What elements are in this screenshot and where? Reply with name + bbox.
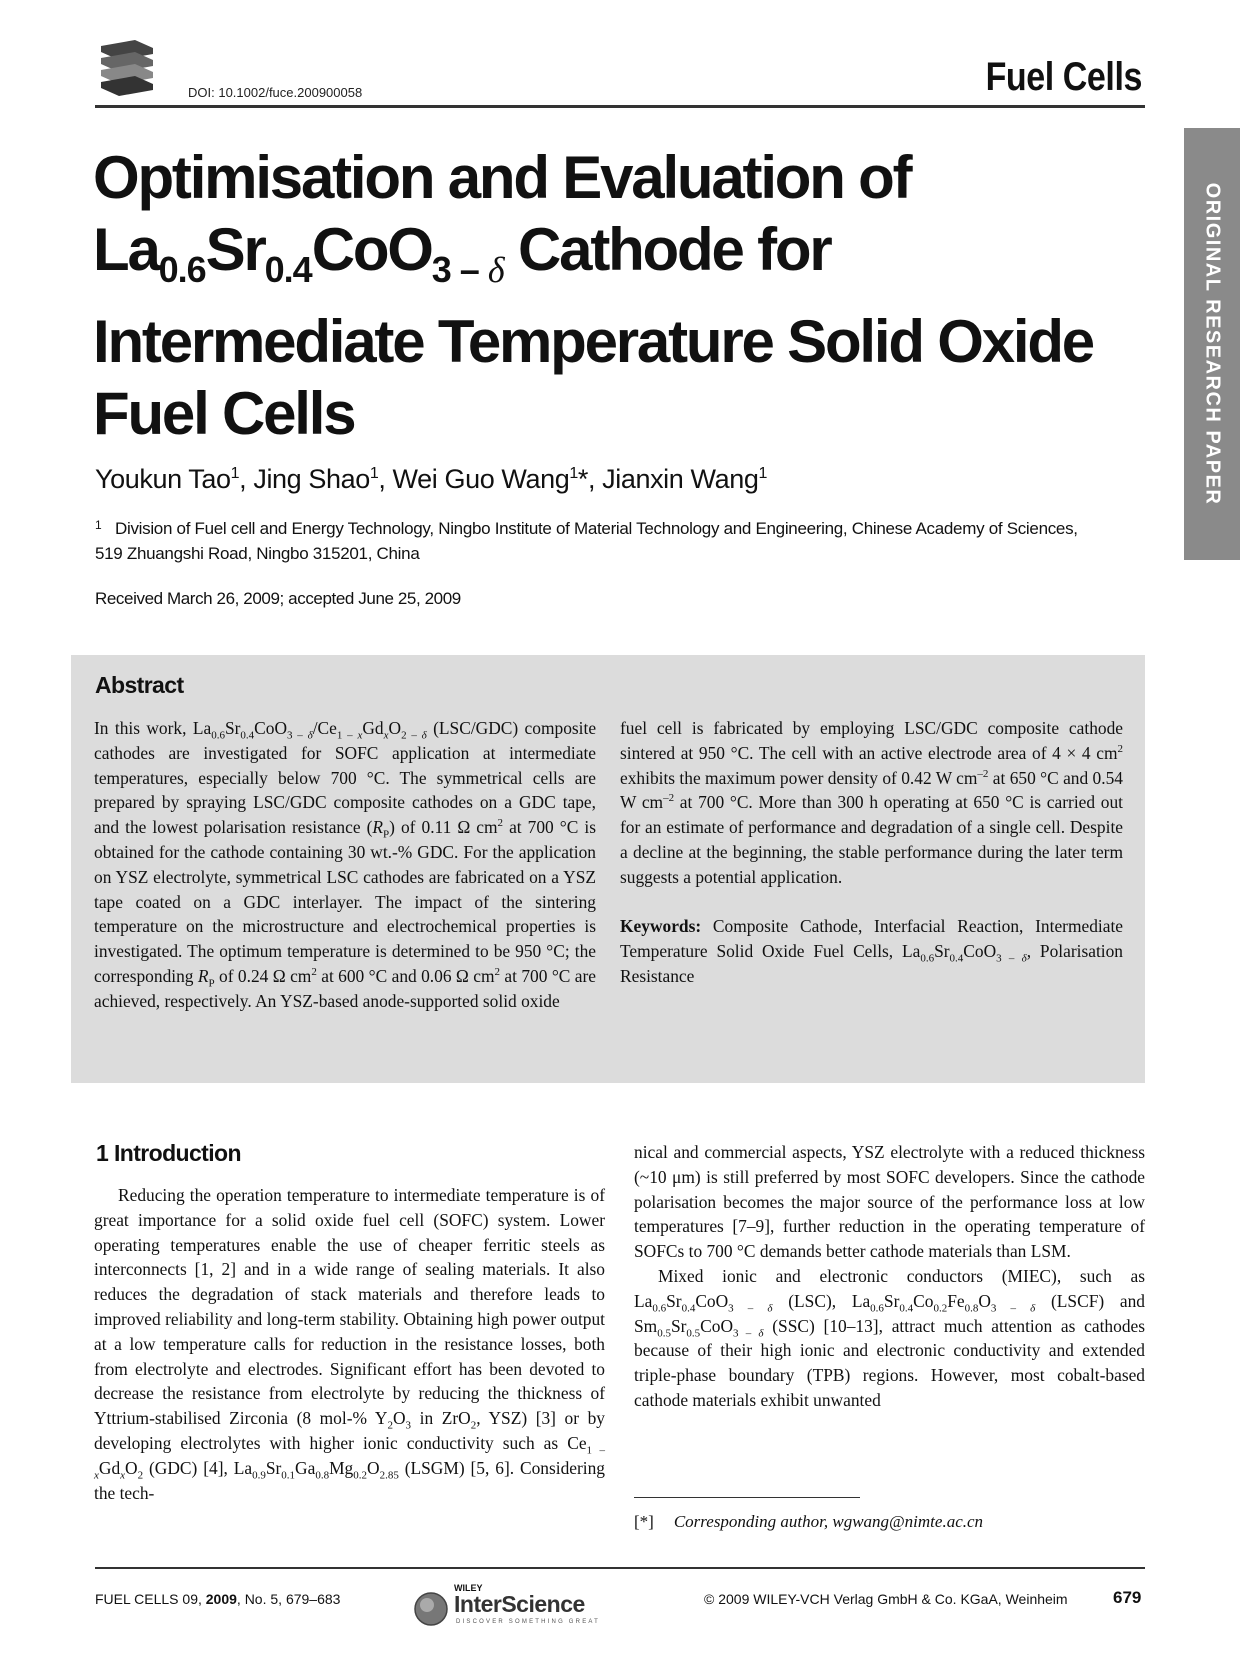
article-title bbox=[93, 142, 1153, 450]
footer-rule bbox=[95, 1567, 1145, 1569]
intro-right-column: nical and commercial aspects, YSZ electrolyte with a reduced thickness (~10 μm) is still preferred by most SOFC developers. Since the cathode polarisation becomes the major source of the performance loss at low temperatures [7–9], further reduction in the operating temperature of SOFCs to 700 °C demands better cathode materials than LSM. Mixed ionic and electronic conductors (MIEC), such as $La_{0.6}Sr_{0.4}CoO_{3 - \delta}$ (LSC), $La_{0.6}Sr_{0.4}Co_{0.2}Fe_{0.8}O_{3 - \delta}$ (LSCF) and $Sm_{0.5}Sr_{0.5}CoO_{3 - \delta}$ (SSC) [10–13], attract much attention as cathodes because of their high ionic and electronic conductivity and extended triple-phase boundary (TPB) regions. However, most cobalt-based cathode materials exhibit unwanted bbox=[634, 1142, 1146, 1410]
header-rule bbox=[95, 105, 1145, 108]
received-dates: Received March 26, 2009; accepted June 25, 2009 bbox=[95, 589, 461, 608]
journal-name: Fuel Cells bbox=[985, 55, 1142, 99]
title-line-1: Optimisation and Evaluation of bbox=[93, 144, 911, 211]
abstract-left-column: In this work, $La_{0.6}Sr_{0.4}CoO_{3 - \delta}/Ce_{1 - x}Gd_xO_{2 - \delta}$ (LSC/GDC) composite cathodes are investigated for SOFC application at intermediate temperatures, especially below 700 °C. The symmetrical cells are prepared by spraying LSC/GDC composite cathodes on a GDC tape, and the lowest polarisation resistance $(R_P)$ of 0.11 Ω $cm^2$ at 700 °C is obtained for the cathode containing 30 wt.-% GDC. For the application on YSZ electrolyte, symmetrical LSC cathodes are fabricated on a YSZ tape coated on a GDC interlayer. The impact of the sintering temperature on the microstructure and electrochemical properties is investigated. The optimum temperature is determined to be 950 °C; the corresponding $R_P$ of 0.24 Ω $cm^2$ at 600 °C and 0.06 Ω $cm^2$ at 700 °C are achieved, respectively. An YSZ-based anode-supported solid oxide bbox=[94, 718, 597, 1011]
corresponding-author-footnote: [*] Corresponding author, wgwang@nimte.ac.cn bbox=[634, 1512, 984, 1531]
journal-citation: FUEL CELLS 09, 2009, No. 5, 679–683 bbox=[95, 1591, 341, 1607]
author-list: Youkun Tao$^1$, Jing Shao$^1$, Wei Guo Wang$^1$*, Jianxin Wang$^1$ bbox=[95, 464, 767, 494]
journal-logo-icon bbox=[95, 38, 157, 100]
article-type-tab bbox=[1184, 128, 1240, 560]
interscience-logo: WILEY InterScience DISCOVER SOMETHING GREAT bbox=[412, 1582, 612, 1632]
keywords: Keywords: Composite Cathode, Interfacial Reaction, Intermediate Temperature Solid Oxide Fuel Cells, $La_{0.6}Sr_{0.4}CoO_{3 - \delta}$, Polarisation Resistance bbox=[620, 916, 1124, 986]
article-type-label: ORIGINAL RESEARCH PAPER bbox=[1201, 182, 1224, 506]
section-heading-introduction: 1 Introduction bbox=[96, 1140, 241, 1166]
intro-left-column: Reducing the operation temperature to intermediate temperature is of great importance for a solid oxide fuel cell (SOFC) system. Lower operating temperatures enable the use of cheaper ferritic steels as interconnects [1, 2] and in a wide range of sealing materials. It also reduces the degradation of stack materials and therefore leads to improved reliability and long-term stability. Obtaining high power output at a low temperature calls for reduction in the resistance losses, both from electrolyte and electrodes. Significant effort has been devoted to decrease the resistance from electrolyte by reducing the thickness of Yttrium-stabilised Zirconia (8 mol-% $Y_2O_3$ in ZrO$_2$, YSZ) [3] or by developing electrolytes with higher ionic conductivity such as $Ce_{1 - x}Gd_xO_2$ (GDC) [4], $La_{0.9}Sr_{0.1}Ga_{0.8}Mg_{0.2}O_{2.85}$ (LSGM) [5, 6]. Considering the tech- bbox=[94, 1185, 605, 1503]
page-number: 679 bbox=[1113, 1588, 1142, 1607]
footnote-rule bbox=[634, 1497, 860, 1498]
title-line-2: $La_{0.6}Sr_{0.4}CoO_{3 - \delta}$ Cathode for bbox=[93, 216, 831, 290]
affiliation: 1 Division of Fuel cell and Energy Technology, Ningbo Institute of Material Technology and Engineering, Chinese Academy of Sciences, 519 Zhuangshi Road, Ningbo 315201, China bbox=[95, 518, 1078, 563]
copyright: © 2009 WILEY-VCH Verlag GmbH & Co. KGaA, Weinheim bbox=[704, 1591, 1068, 1607]
abstract-heading: Abstract bbox=[95, 672, 184, 698]
abstract-right-column: fuel cell is fabricated by employing LSC/GDC composite cathode sintered at 950 °C. The cell with an active electrode area of 4 × 4 $cm^2$ exhibits the maximum power density of 0.42 W $cm^{-2}$ at 650 °C and 0.54 W $cm^{-2}$ at 700 °C. More than 300 h operating at 650 °C is carried out for an estimate of performance and degradation of a single cell. Despite a decline at the beginning, the stable performance during the later term suggests a potential application. Keywords: Composite Cathode, Interfacial Reaction, Intermediate Temperature Solid Oxide Fuel Cells, $La_{0.6}Sr_{0.4}CoO_{3 - \delta}$, Polarisation Resistance bbox=[620, 716, 1123, 989]
title-line-3: Intermediate Temperature Solid Oxide bbox=[93, 308, 1093, 375]
doi: DOI: 10.1002/fuce.200900058 bbox=[188, 85, 363, 100]
title-line-4: Fuel Cells bbox=[93, 380, 355, 447]
globe-icon bbox=[412, 1590, 450, 1628]
